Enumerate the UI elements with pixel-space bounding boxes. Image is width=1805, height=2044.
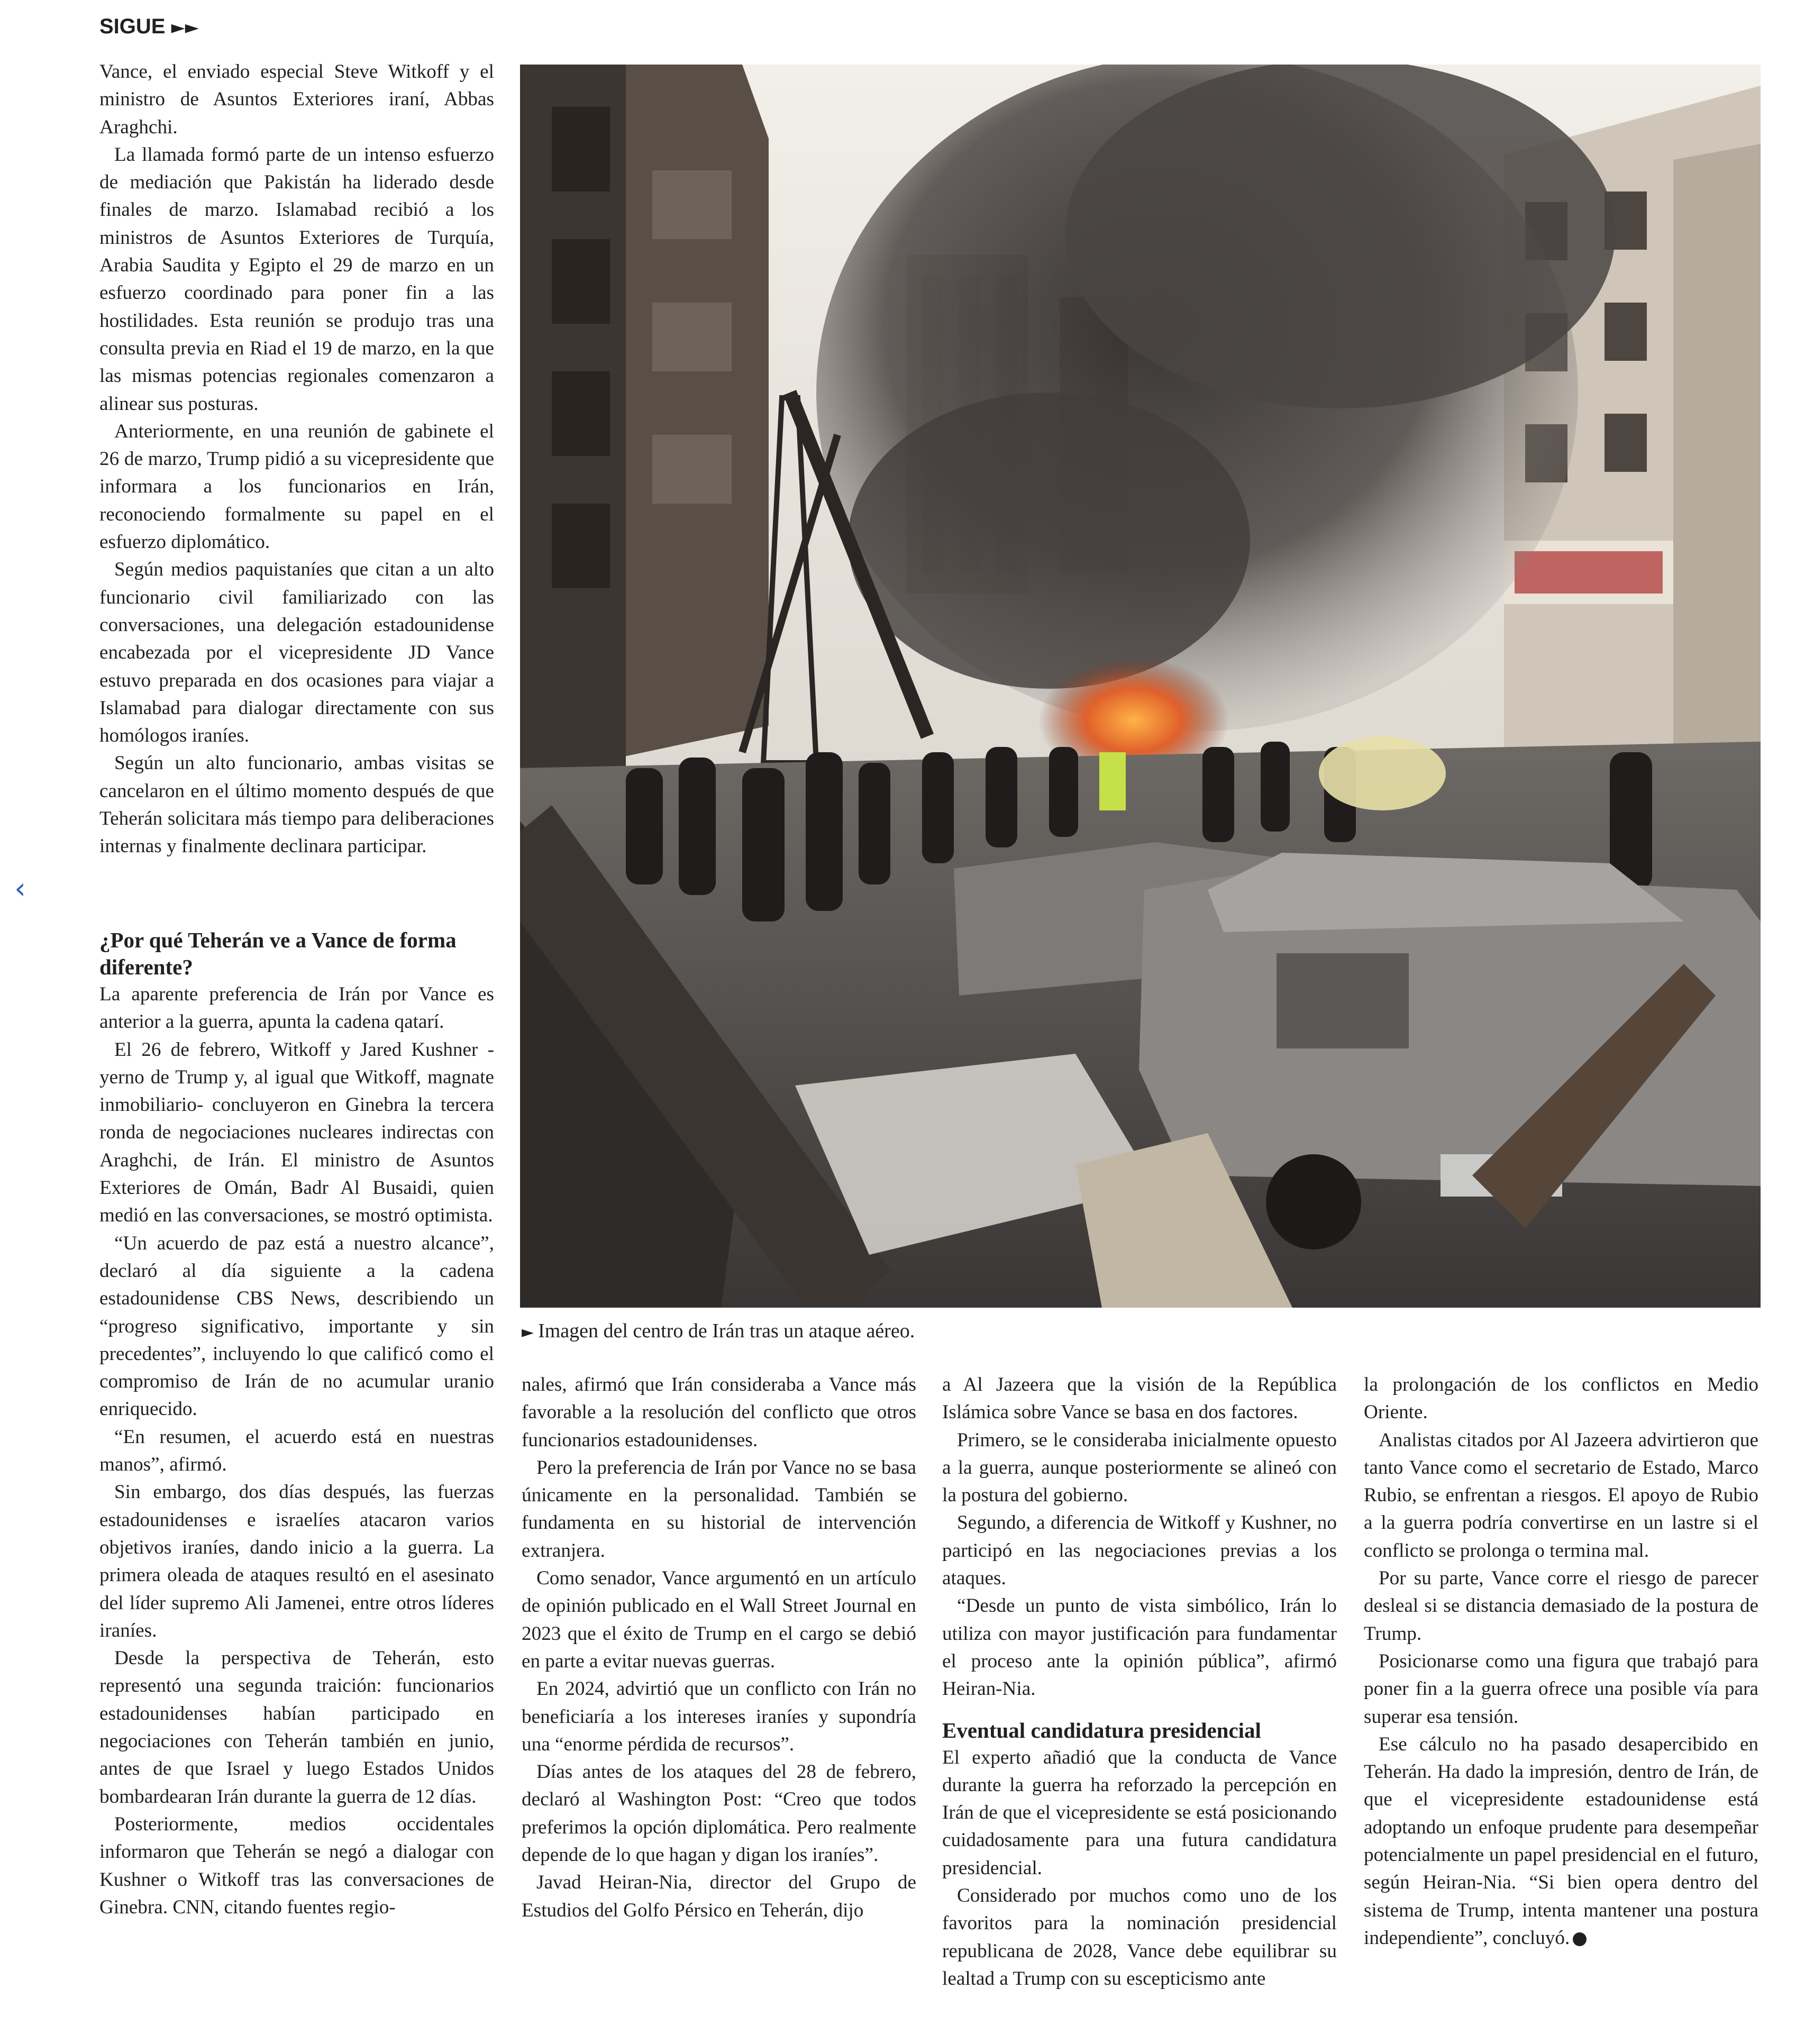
paragraph: Desde la perspectiva de Teherán, esto representó una segunda traición: funcionarios estadounidenses habían participado en negociaciones con Teherán también en junio, antes de que Israel y luego Estados Unidos bombardearan Irán durante la guerra de 12 días. <box>99 1647 494 1808</box>
paragraph: Analistas citados por Al Jazeera advirtieron que tanto Vance como el secretario de Estado, Marco Rubio, se enfrentan a riesgos. El apoyo de Rubio a la guerra podría convertirse en un lastre si el conflicto se prolonga o termina mal. <box>1364 1429 1758 1562</box>
paragraph: Por su parte, Vance corre el riesgo de parecer desleal si se distancia demasiado de la postura de Trump. <box>1364 1567 1758 1645</box>
paragraph: la prolongación de los conflictos en Medio Oriente. <box>1364 1374 1758 1424</box>
paragraph: Primero, se le consideraba inicialmente opuesto a la guerra, aunque posteriormente se alineó con la postura del gobierno. <box>942 1429 1337 1507</box>
paragraph: Sin embargo, dos días después, las fuerzas estadounidenses e israelíes atacaron varios objetivos iraníes, dando inicio a la guerra. La primera oleada de ataques resultó en el asesinato del líder supremo Ali Jamenei, entre otros líderes iraníes. <box>99 1481 494 1641</box>
paragraph: a Al Jazeera que la visión de la República Islámica sobre Vance se basa en dos factores. <box>942 1374 1337 1424</box>
sigue-arrows-icon: ►► <box>171 17 199 38</box>
paragraph: Anteriormente, en una reunión de gabinete el 26 de marzo, Trump pidió a su vicepresidente que informara a los funcionarios en Irán, reconociendo formalmente su papel en el esfuerzo diplomático. <box>99 420 494 553</box>
paragraph: Pero la preferencia de Irán por Vance no se basa únicamente en la personalidad. También se fundamenta en su historial de intervención extranjera. <box>522 1456 916 1562</box>
paragraph: Posicionarse como una figura que trabajó para poner fin a la guerra ofrece una posible vía para superar esa tensión. <box>1364 1650 1758 1728</box>
paragraph: nales, afirmó que Irán consideraba a Vance más favorable a la resolución del conflicto que otros funcionarios estadounidenses. <box>522 1374 916 1451</box>
end-of-article-icon <box>1573 1932 1587 1946</box>
article-column-3 <box>942 1371 1337 1993</box>
article-column-1 <box>99 58 494 861</box>
paragraph: El experto añadió que la conducta de Vance durante la guerra ha reforzado la percepción en Irán de que el vicepresidente se está posicionando cuidadosamente para una futura candidatura presidencial. <box>942 1746 1337 1879</box>
paragraph: Javad Heiran-Nia, director del Grupo de Estudios del Golfo Pérsico en Teherán, dijo <box>522 1872 916 1921</box>
article-column-2 <box>522 1371 916 1924</box>
news-photo <box>520 65 1761 1308</box>
paragraph: El 26 de febrero, Witkoff y Jared Kushner -yerno de Trump y, al igual que Witkoff, magnate inmobiliario- concluyeron en Ginebra la tercera ronda de negociaciones nucleares indirectas con Araghchi, de Irán. El ministro de Asuntos Exteriores de Omán, Badr Al Busaidi, quien medió en las conversaciones, se mostró optimista. <box>99 1038 494 1227</box>
caption-text: Imagen del centro de Irán tras un ataque aéreo. <box>538 1320 915 1342</box>
paragraph: Días antes de los ataques del 28 de febrero, declaró al Washington Post: “Creo que todos preferimos la opción diplomática. Pero realmente depende de lo que hagan y digan los iraníes”. <box>522 1761 916 1866</box>
article-column-1-lower <box>99 927 494 1921</box>
back-arrow-icon[interactable]: ‹ <box>14 872 26 905</box>
street-damage-illustration <box>520 65 1761 1308</box>
paragraph: En 2024, advirtió que un conflicto con Irán no beneficiaría a los intereses iraníes y supondría una “enorme pérdida de recursos”. <box>522 1678 916 1755</box>
sigue-label: SIGUE <box>99 15 166 38</box>
photo-caption <box>522 1317 1760 1345</box>
paragraph: “Desde un punto de vista simbólico, Irán lo utiliza con mayor justificación para fundamentar el proceso ante la opinión pública”, afirmó Heiran-Nia. <box>942 1595 1337 1700</box>
paragraph: Segundo, a diferencia de Witkoff y Kushner, no participó en las negociaciones previas a los ataques. <box>942 1512 1337 1590</box>
paragraph: “Un acuerdo de paz está a nuestro alcance”, declaró al día siguiente a la cadena estadounidense CBS News, describiendo un “progreso significativo, importante y sin precedentes”, incluyendo lo que calificó como el compromiso de Irán de no acumular uranio enriquecido. <box>99 1232 494 1420</box>
paragraph: Según un alto funcionario, ambas visitas se cancelaron en el último momento después de que Teherán solicitara más tiempo para deliberaciones internas y finalmente declinara participar. <box>99 752 494 857</box>
paragraph: La aparente preferencia de Irán por Vance es anterior a la guerra, apunta la cadena qatarí. <box>99 983 494 1033</box>
caption-marker-icon: ► <box>522 1323 534 1342</box>
paragraph: La llamada formó parte de un intenso esfuerzo de mediación que Pakistán ha liderado desde finales de marzo. Islamabad recibió a los ministros de Asuntos Exteriores de Turquía, Arabia Saudita y Egipto el 29 de marzo en un esfuerzo coordinado para poner fin a las hostilidades. Esta reunión se produjo tras una consulta previa en Riad el 19 de marzo, en la que las mismas potencias regionales comenzaron a alinear sus posturas. <box>99 143 494 415</box>
article-column-4 <box>1364 1371 1758 1952</box>
subheading: Eventual candidatura presidencial <box>942 1718 1261 1742</box>
paragraph: Vance, el enviado especial Steve Witkoff y el ministro de Asuntos Exteriores iraní, Abbas Araghchi. <box>99 61 494 138</box>
paragraph: Como senador, Vance argumentó en un artículo de opinión publicado en el Wall Street Journal en 2023 que el éxito de Trump en el cargo se debió en parte a evitar nuevas guerras. <box>522 1567 916 1672</box>
paragraph-text: Ese cálculo no ha pasado desapercibido en Teherán. Ha dado la impresión, dentro de Irán, de que el vicepresidente estadounidense está adoptando un enfoque prudente para desempeñar potencialmente un papel presidencial en el futuro, según Heiran-Nia. “Si bien opera dentro del sistema de Trump, intenta mantener una postura independiente”, concluyó. <box>1364 1733 1758 1949</box>
paragraph <box>1364 1731 1758 1952</box>
subheading: ¿Por qué Teherán ve a Vance de forma diferente? <box>99 928 457 979</box>
paragraph: Considerado por muchos como uno de los favoritos para la nominación presidencial republicana de 2028, Vance debe equilibrar su lealtad a Trump con su escepticismo ante <box>942 1885 1337 1990</box>
paragraph: Según medios paquistaníes que citan a un alto funcionario civil familiarizado con las conversaciones, una delegación estadounidense encabezada por el vicepresidente JD Vance estuvo preparada en dos ocasiones para viajar a Islamabad para dialogar directamente con sus homólogos iraníes. <box>99 559 494 747</box>
continue-marker <box>99 15 199 47</box>
paragraph: “En resumen, el acuerdo está en nuestras manos”, afirmó. <box>99 1426 494 1476</box>
paragraph: Posteriormente, medios occidentales informaron que Teherán se negó a dialogar con Kushner o Witkoff tras las conversaciones de Ginebra. CNN, citando fuentes regio- <box>99 1813 494 1918</box>
